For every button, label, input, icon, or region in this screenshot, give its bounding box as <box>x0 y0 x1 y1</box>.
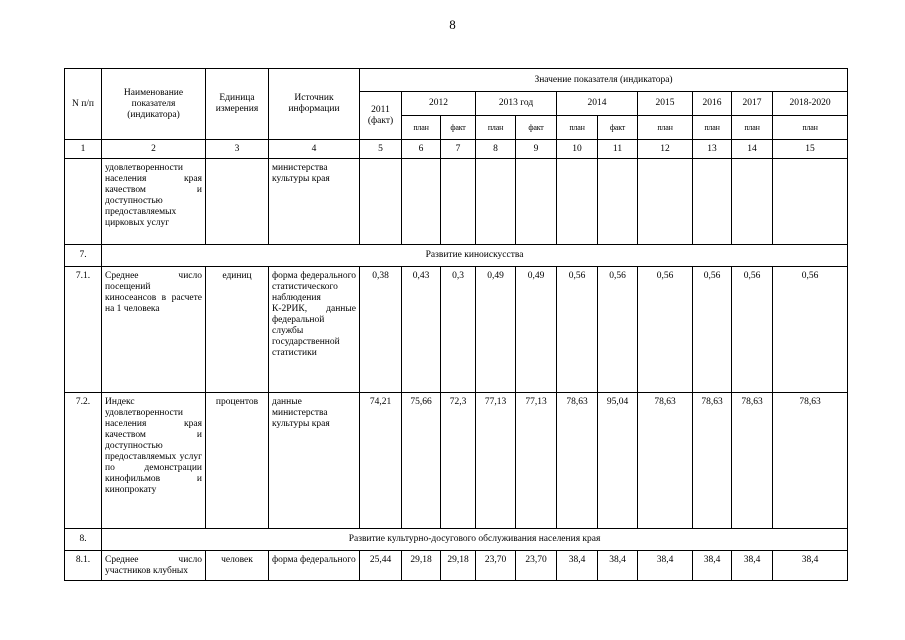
value-cell: 29,18 <box>402 551 441 581</box>
value-cell: 77,13 <box>516 393 557 529</box>
header-year: 2015 <box>638 92 693 116</box>
column-number: 8 <box>476 140 516 159</box>
header-subcol: план <box>557 116 598 140</box>
value-cell <box>441 159 476 245</box>
source-cell: форма федерального статистического наблюдения К-2РИК, данные федеральной службы государственной статистики <box>269 267 360 393</box>
value-cell: 0,49 <box>476 267 516 393</box>
column-number: 11 <box>598 140 638 159</box>
page-number: 8 <box>449 17 456 32</box>
indicator-name: удовлетворенности населения края качеством и доступностью предоставляемых цирковых услуг <box>102 159 206 245</box>
table-row <box>65 267 848 393</box>
indicator-name: Индекс удовлетворенности населения края качеством и доступностью предоставляемых услуг по демонстрации кинофильмов и кинопрокату <box>102 393 206 529</box>
header-subcol: факт <box>516 116 557 140</box>
column-number: 9 <box>516 140 557 159</box>
value-cell: 38,4 <box>693 551 732 581</box>
indicator-name: Среднее число посещений киносеансов в расчете на 1 человека <box>102 267 206 393</box>
value-cell: 78,63 <box>693 393 732 529</box>
header-year: 2011 (факт) <box>360 92 402 140</box>
value-cell: 0,3 <box>441 267 476 393</box>
value-cell <box>773 159 848 245</box>
header-subcol: план <box>476 116 516 140</box>
table-row <box>65 393 848 529</box>
value-cell: 0,56 <box>693 267 732 393</box>
value-cell: 38,4 <box>638 551 693 581</box>
value-cell: 0,56 <box>638 267 693 393</box>
value-cell: 0,38 <box>360 267 402 393</box>
table-row <box>65 159 848 245</box>
value-cell: 0,43 <box>402 267 441 393</box>
value-cell: 78,63 <box>638 393 693 529</box>
header-row-1 <box>65 69 848 92</box>
header-subcol: план <box>773 116 848 140</box>
value-cell: 0,56 <box>557 267 598 393</box>
value-cell: 95,04 <box>598 393 638 529</box>
value-cell: 0,56 <box>598 267 638 393</box>
indicator-table <box>64 68 848 581</box>
header-name: Наименование показателя (индикатора) <box>102 69 206 140</box>
value-cell: 0,56 <box>732 267 773 393</box>
header-subcol: факт <box>598 116 638 140</box>
row-number: 7.2. <box>65 393 102 529</box>
header-subcol: план <box>732 116 773 140</box>
value-cell: 23,70 <box>516 551 557 581</box>
header-subcol: план <box>402 116 441 140</box>
value-cell: 0,56 <box>773 267 848 393</box>
value-cell: 0,49 <box>516 267 557 393</box>
row-number: 8.1. <box>65 551 102 581</box>
column-number: 15 <box>773 140 848 159</box>
header-subcol: план <box>638 116 693 140</box>
header-year: 2016 <box>693 92 732 116</box>
value-cell <box>402 159 441 245</box>
header-unit: Единица измерения <box>206 69 269 140</box>
value-cell <box>516 159 557 245</box>
column-number: 14 <box>732 140 773 159</box>
column-number: 13 <box>693 140 732 159</box>
section-number: 7. <box>65 245 102 267</box>
value-cell: 78,63 <box>773 393 848 529</box>
value-cell: 29,18 <box>441 551 476 581</box>
column-number-row <box>65 140 848 159</box>
value-cell <box>638 159 693 245</box>
value-cell: 77,13 <box>476 393 516 529</box>
value-cell: 23,70 <box>476 551 516 581</box>
header-year: 2017 <box>732 92 773 116</box>
unit-cell: процентов <box>206 393 269 529</box>
section-row <box>65 529 848 551</box>
column-number: 6 <box>402 140 441 159</box>
row-number <box>65 159 102 245</box>
column-number: 4 <box>269 140 360 159</box>
header-year: 2014 <box>557 92 638 116</box>
value-cell: 75,66 <box>402 393 441 529</box>
header-value-group: Значение показателя (индикатора) <box>360 69 848 92</box>
value-cell <box>557 159 598 245</box>
row-number: 7.1. <box>65 267 102 393</box>
value-cell <box>598 159 638 245</box>
unit-cell <box>206 159 269 245</box>
source-cell: министерства культуры края <box>269 159 360 245</box>
header-year: 2018-2020 <box>773 92 848 116</box>
value-cell: 72,3 <box>441 393 476 529</box>
column-number: 3 <box>206 140 269 159</box>
section-number: 8. <box>65 529 102 551</box>
value-cell: 78,63 <box>732 393 773 529</box>
column-number: 7 <box>441 140 476 159</box>
column-number: 1 <box>65 140 102 159</box>
section-title: Развитие киноискусства <box>102 245 848 267</box>
section-row <box>65 245 848 267</box>
value-cell: 38,4 <box>773 551 848 581</box>
value-cell <box>476 159 516 245</box>
header-num: N п/п <box>65 69 102 140</box>
unit-cell: человек <box>206 551 269 581</box>
unit-cell: единиц <box>206 267 269 393</box>
value-cell <box>693 159 732 245</box>
value-cell: 38,4 <box>557 551 598 581</box>
value-cell: 25,44 <box>360 551 402 581</box>
column-number: 12 <box>638 140 693 159</box>
source-cell: форма федерального <box>269 551 360 581</box>
value-cell: 78,63 <box>557 393 598 529</box>
indicator-name: Среднее число участников клубных <box>102 551 206 581</box>
value-cell <box>732 159 773 245</box>
column-number: 10 <box>557 140 598 159</box>
value-cell <box>360 159 402 245</box>
section-title: Развитие культурно-досугового обслуживания населения края <box>102 529 848 551</box>
header-subcol: факт <box>441 116 476 140</box>
header-year: 2012 <box>402 92 476 116</box>
table-row <box>65 551 848 581</box>
value-cell: 38,4 <box>732 551 773 581</box>
value-cell: 38,4 <box>598 551 638 581</box>
header-subcol: план <box>693 116 732 140</box>
source-cell: данные министерства культуры края <box>269 393 360 529</box>
column-number: 5 <box>360 140 402 159</box>
header-year: 2013 год <box>476 92 557 116</box>
value-cell: 74,21 <box>360 393 402 529</box>
column-number: 2 <box>102 140 206 159</box>
header-source: Источник информации <box>269 69 360 140</box>
